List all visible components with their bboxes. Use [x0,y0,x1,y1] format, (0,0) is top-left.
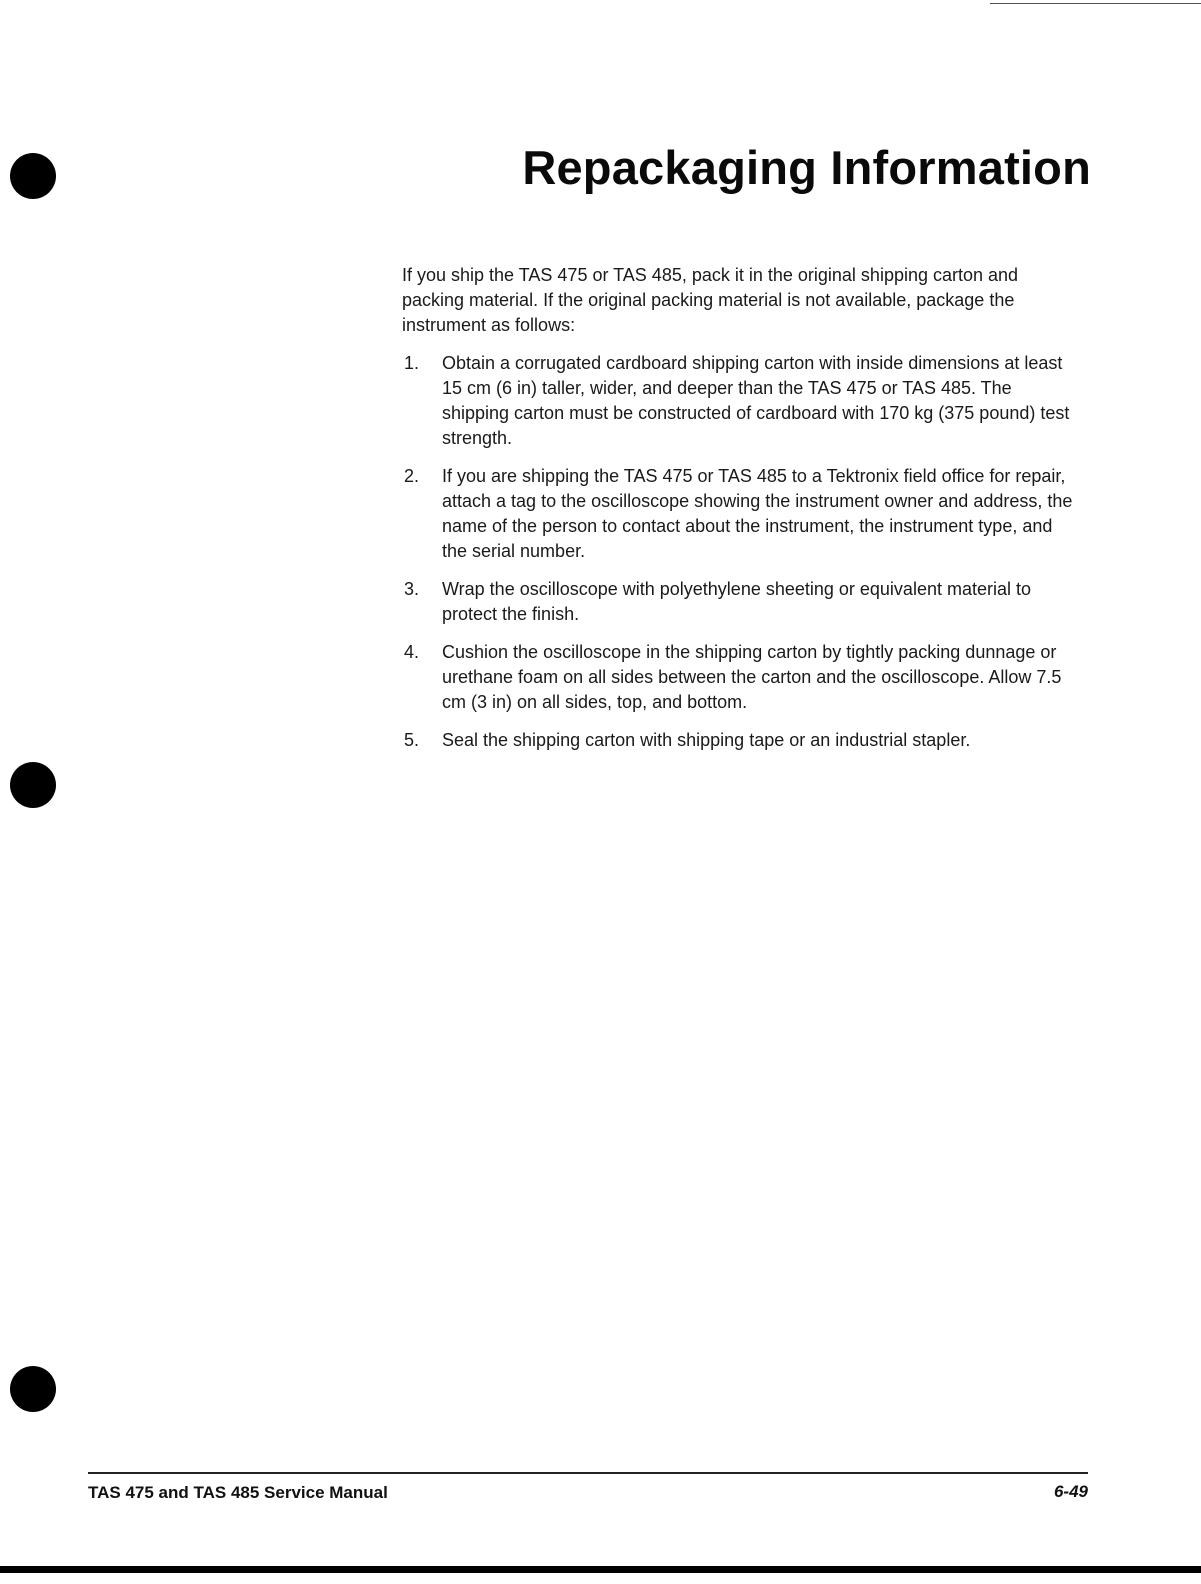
step-text: Wrap the oscilloscope with polyethylene sheeting or equivalent material to protect the finish. [442,579,1031,624]
step-number: 4. [404,642,420,662]
step-5 [402,728,1082,753]
step-text: Obtain a corrugated cardboard shipping carton with inside dimensions at least 15 cm (6 in) taller, wider, and deeper than the TAS 475 or TAS 485. The shipping carton must be constructed of cardboard with 170 kg (375 pound) test strength. [442,353,1070,448]
bottom-edge-bar [0,1566,1201,1573]
binder-hole-bottom [10,1366,56,1412]
binder-hole-top [10,153,56,199]
step-number: 1. [404,353,420,373]
repackaging-steps [402,351,1082,753]
step-2 [402,464,1082,564]
page-title: Repackaging Information [522,141,1091,194]
top-edge-rule [990,3,1201,4]
step-number: 5. [404,730,420,750]
step-number: 3. [404,579,420,599]
footer-page-number: 6-49 [1053,1482,1088,1501]
binder-hole-middle [10,762,56,808]
step-text: Seal the shipping carton with shipping tape or an industrial stapler. [442,730,971,750]
step-4 [402,640,1082,715]
step-text: If you are shipping the TAS 475 or TAS 485 to a Tektronix field office for repair, attach a tag to the oscilloscope showing the instrument owner and address, the name of the person to contact about the instrument, the instrument type, and the serial number. [442,466,1073,561]
step-number: 2. [404,466,420,486]
footer-rule [88,1472,1088,1474]
footer-manual-title: TAS 475 and TAS 485 Service Manual [88,1483,388,1502]
step-1 [402,351,1082,451]
page-content [402,263,1082,766]
step-text: Cushion the oscilloscope in the shipping carton by tightly packing dunnage or urethane foam on all sides between the carton and the oscilloscope. Allow 7.5 cm (3 in) on all sides, top, and bottom. [442,642,1062,712]
step-3 [402,577,1082,627]
intro-paragraph: If you ship the TAS 475 or TAS 485, pack it in the original shipping carton and packing material. If the original packing material is not available, package the instrument as follows: [402,265,1019,335]
